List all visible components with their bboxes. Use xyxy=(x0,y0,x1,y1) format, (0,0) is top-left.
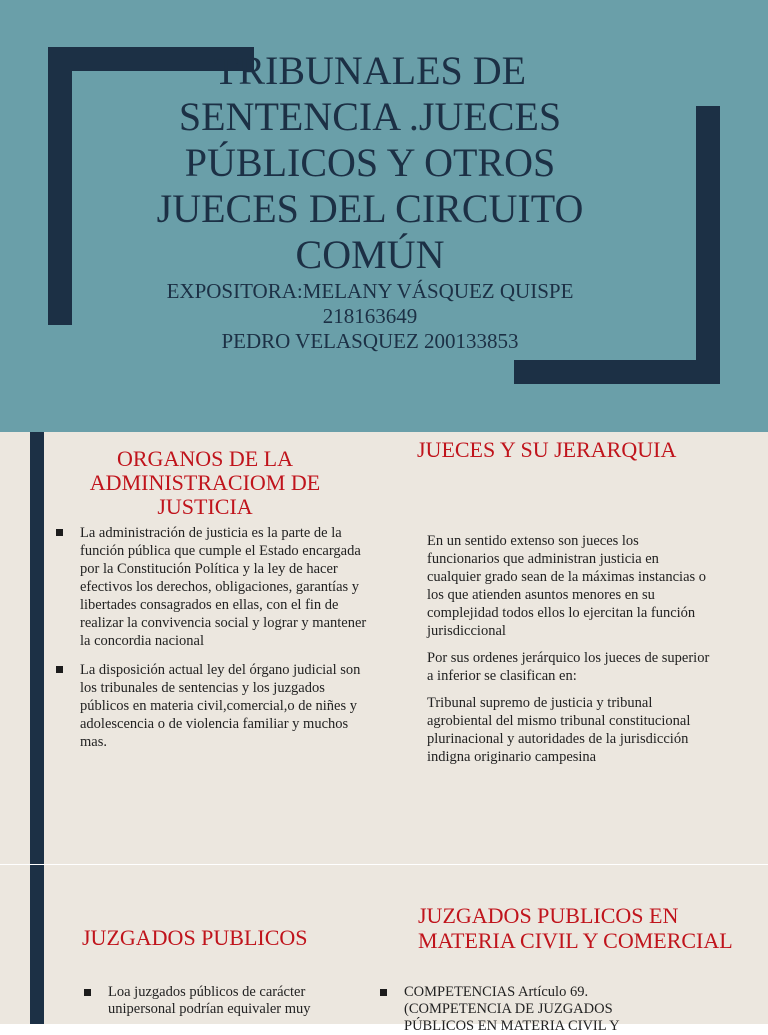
presenter-id: 218163649 xyxy=(322,304,418,328)
paragraph: Tribunal supremo de justicia y tribunal agrobiental del mismo tribunal constitucional plurinacional y autoridades de la jurisdicción indigna originario campesina xyxy=(427,695,691,765)
content-slide-juzgados xyxy=(0,865,768,1034)
list-item-text: La disposición actual ley del órgano judicial son los tribunales de sentencias y los juzgados públicos en materia civil,comercial,o de niñes y adolescencia o de violencia familiar y muchos mas. xyxy=(80,662,361,750)
paragraph: En un sentido extenso son jueces los funcionarios que administran justicia en cualquier grado sean de la máximas instancias o los que atienden asuntos menores en su complejidad todos ellos lo ejercitan la función jurisdiccional xyxy=(427,533,707,639)
heading-organos: ORGANOS DE LA ADMINISTRACIOM DE JUSTICIA xyxy=(89,446,321,519)
list-item-text: La administración de justicia es la parte de la función pública que cumple el Estado encargada por la Constitución Política y la ley de hacer efectivos los derechos, obligaciones, garantías y libertades consagrados en ellas, con el fin de realizar la convivencia social y lograr y mantener la concordia nacional xyxy=(80,525,367,649)
heading-juzgados-publicos: JUZGADOS PUBLICOS xyxy=(82,925,308,950)
second-presenter: PEDRO VELASQUEZ 200133853 xyxy=(221,329,519,353)
frame-bracket-left xyxy=(48,47,72,325)
square-bullet-icon xyxy=(84,989,91,996)
list-item-text: Loa juzgados públicos de carácter unipersonal podrían equivaler muy xyxy=(108,984,311,1017)
jueces-text-block xyxy=(427,532,712,775)
list-item xyxy=(56,661,376,751)
list-item xyxy=(56,524,376,650)
heading-jueces-jerarquia: JUECES Y SU JERARQUIA xyxy=(417,437,677,462)
slide-subtitle xyxy=(110,279,630,354)
paragraph: Por sus ordenes jerárquico los jueces de superior a inferior se clasifican en: xyxy=(427,650,710,684)
bullet-list-juzgados xyxy=(84,984,364,1018)
bullet-list-organos xyxy=(56,524,376,762)
heading-juzgados-civil-comercial: JUZGADOS PUBLICOS EN MATERIA CIVIL Y COMERCIAL xyxy=(418,903,733,953)
list-item-text: COMPETENCIAS Artículo 69. (COMPETENCIA DE JUZGADOS PÚBLICOS EN MATERIA CIVIL Y xyxy=(404,984,620,1034)
slide-title: TRIBUNALES DE SENTENCIA .JUECES PÚBLICOS Y OTROS JUECES DEL CIRCUITO COMÚN xyxy=(156,48,584,277)
slide-accent-bar xyxy=(30,865,44,1024)
square-bullet-icon xyxy=(380,989,387,996)
presenter-line: EXPOSITORA:MELANY VÁSQUEZ QUISPE xyxy=(166,279,574,303)
square-bullet-icon xyxy=(56,666,63,673)
list-item xyxy=(84,984,364,1018)
frame-bracket-bottom-right xyxy=(514,360,720,384)
square-bullet-icon xyxy=(56,529,63,536)
list-item xyxy=(380,984,680,1035)
slide-accent-bar xyxy=(30,432,44,865)
frame-bracket-right xyxy=(696,106,720,384)
title-slide xyxy=(0,0,768,432)
content-slide-organos xyxy=(0,432,768,865)
bullet-list-competencias xyxy=(380,984,680,1035)
